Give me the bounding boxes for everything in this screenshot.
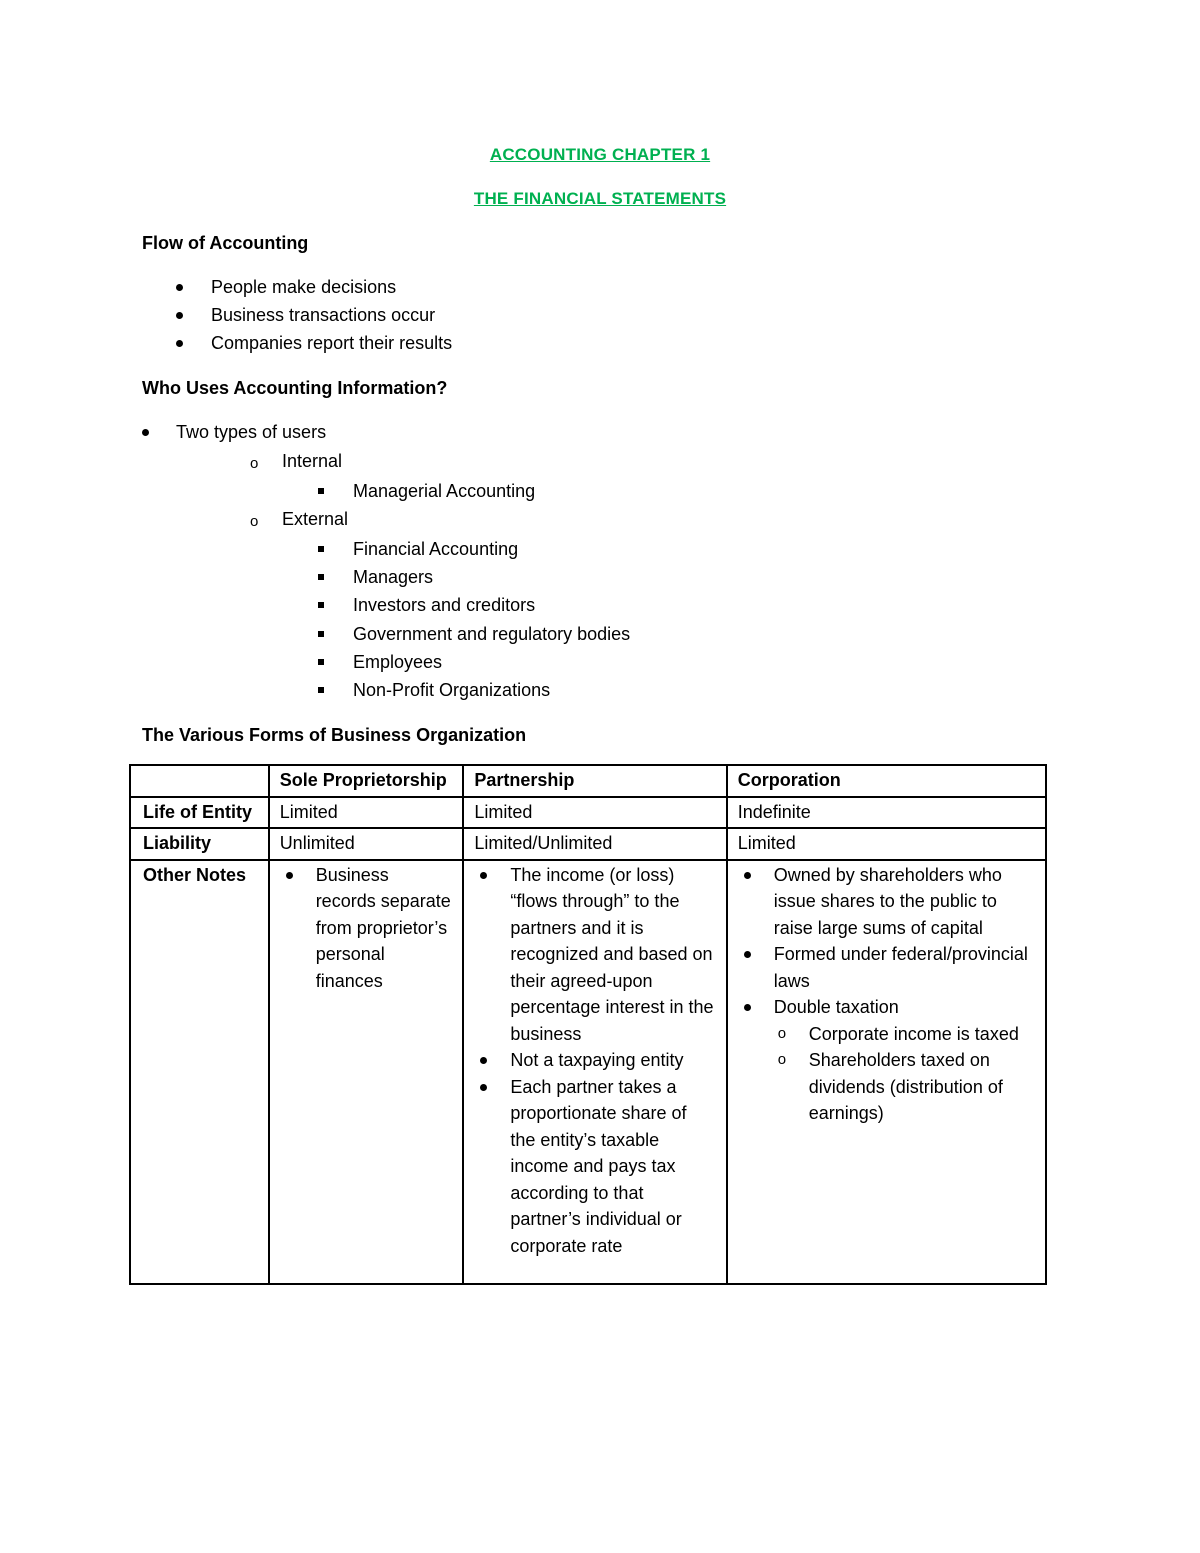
users-heading: Who Uses Accounting Information? xyxy=(142,378,448,398)
business-forms-table xyxy=(129,764,1047,1285)
row-header: Liability xyxy=(130,828,269,860)
table-row xyxy=(130,860,1046,1284)
users-internal-item: Managerial Accounting xyxy=(353,481,536,501)
table-header-row xyxy=(130,765,1046,797)
list-item: Each partner takes a proportionate share of the entity’s taxable income and pays tax according to that partner’s individual or corporate rate xyxy=(474,1074,715,1260)
table-cell: Limited/Unlimited xyxy=(463,828,726,860)
list-item: The income (or loss) “flows through” to the partners and it is recognized and based on their agreed-upon percentage interest in the business xyxy=(474,862,715,1048)
table-cell-notes-corporation xyxy=(727,860,1046,1284)
forms-heading: The Various Forms of Business Organization xyxy=(142,725,527,745)
bullet-icon xyxy=(176,284,183,291)
square-bullet-icon xyxy=(318,687,324,693)
flow-item: Business transactions occur xyxy=(211,305,436,325)
square-bullet-icon xyxy=(318,546,324,552)
table-row xyxy=(130,797,1046,829)
users-external-item: Managers xyxy=(353,567,434,587)
table-cell: Limited xyxy=(269,797,464,829)
users-item: Two types of users xyxy=(176,422,327,442)
table-cell-notes-sole xyxy=(269,860,464,1284)
users-external-item: Investors and creditors xyxy=(353,595,536,615)
square-bullet-icon xyxy=(318,659,324,665)
users-external-item: Financial Accounting xyxy=(353,539,519,559)
table-cell-notes-partnership xyxy=(463,860,726,1284)
document-subtitle: THE FINANCIAL STATEMENTS xyxy=(473,189,727,208)
table-cell: Indefinite xyxy=(727,797,1046,829)
list-item: Formed under federal/provincial laws xyxy=(738,941,1035,994)
users-external: External xyxy=(282,509,349,529)
column-header: Sole Proprietorship xyxy=(269,765,464,797)
users-external-item: Government and regulatory bodies xyxy=(353,624,631,644)
flow-heading: Flow of Accounting xyxy=(142,233,309,253)
square-bullet-icon xyxy=(318,488,324,494)
notes-list xyxy=(474,862,715,1260)
list-item: Owned by shareholders who issue shares to the public to raise large sums of capital xyxy=(738,862,1035,942)
sublist-item: o Shareholders taxed on dividends (distribution of earnings) xyxy=(774,1047,1035,1127)
square-bullet-icon xyxy=(318,602,324,608)
column-header: Partnership xyxy=(463,765,726,797)
table-row xyxy=(130,828,1046,860)
list-item: Not a taxpaying entity xyxy=(474,1047,715,1074)
table-corner-cell xyxy=(130,765,269,797)
row-header: Other Notes xyxy=(130,860,269,1284)
notes-list xyxy=(280,862,453,995)
table-cell: Limited xyxy=(463,797,726,829)
notes-list xyxy=(738,862,1035,1127)
users-external-item: Non-Profit Organizations xyxy=(353,680,551,700)
flow-item: Companies report their results xyxy=(211,333,453,353)
list-item-text: Double taxation xyxy=(773,997,899,1017)
bullet-icon xyxy=(176,340,183,347)
flow-item: People make decisions xyxy=(211,277,397,297)
list-item-with-sublist xyxy=(738,994,1035,1127)
users-internal: Internal xyxy=(282,451,343,471)
table-cell: Unlimited xyxy=(269,828,464,860)
list-item: Business records separate from proprietor’s personal finances xyxy=(280,862,453,995)
table-cell: Limited xyxy=(727,828,1046,860)
square-bullet-icon xyxy=(318,574,324,580)
bullet-icon xyxy=(142,429,149,436)
circle-bullet-icon: o xyxy=(250,455,259,472)
row-header: Life of Entity xyxy=(130,797,269,829)
notes-sublist xyxy=(774,1021,1035,1127)
bullet-icon xyxy=(176,312,183,319)
column-header: Corporation xyxy=(727,765,1046,797)
square-bullet-icon xyxy=(318,631,324,637)
document-title: ACCOUNTING CHAPTER 1 xyxy=(489,145,711,164)
sublist-item: o Corporate income is taxed xyxy=(774,1021,1035,1048)
circle-bullet-icon: o xyxy=(250,513,259,530)
users-external-item: Employees xyxy=(353,652,443,672)
